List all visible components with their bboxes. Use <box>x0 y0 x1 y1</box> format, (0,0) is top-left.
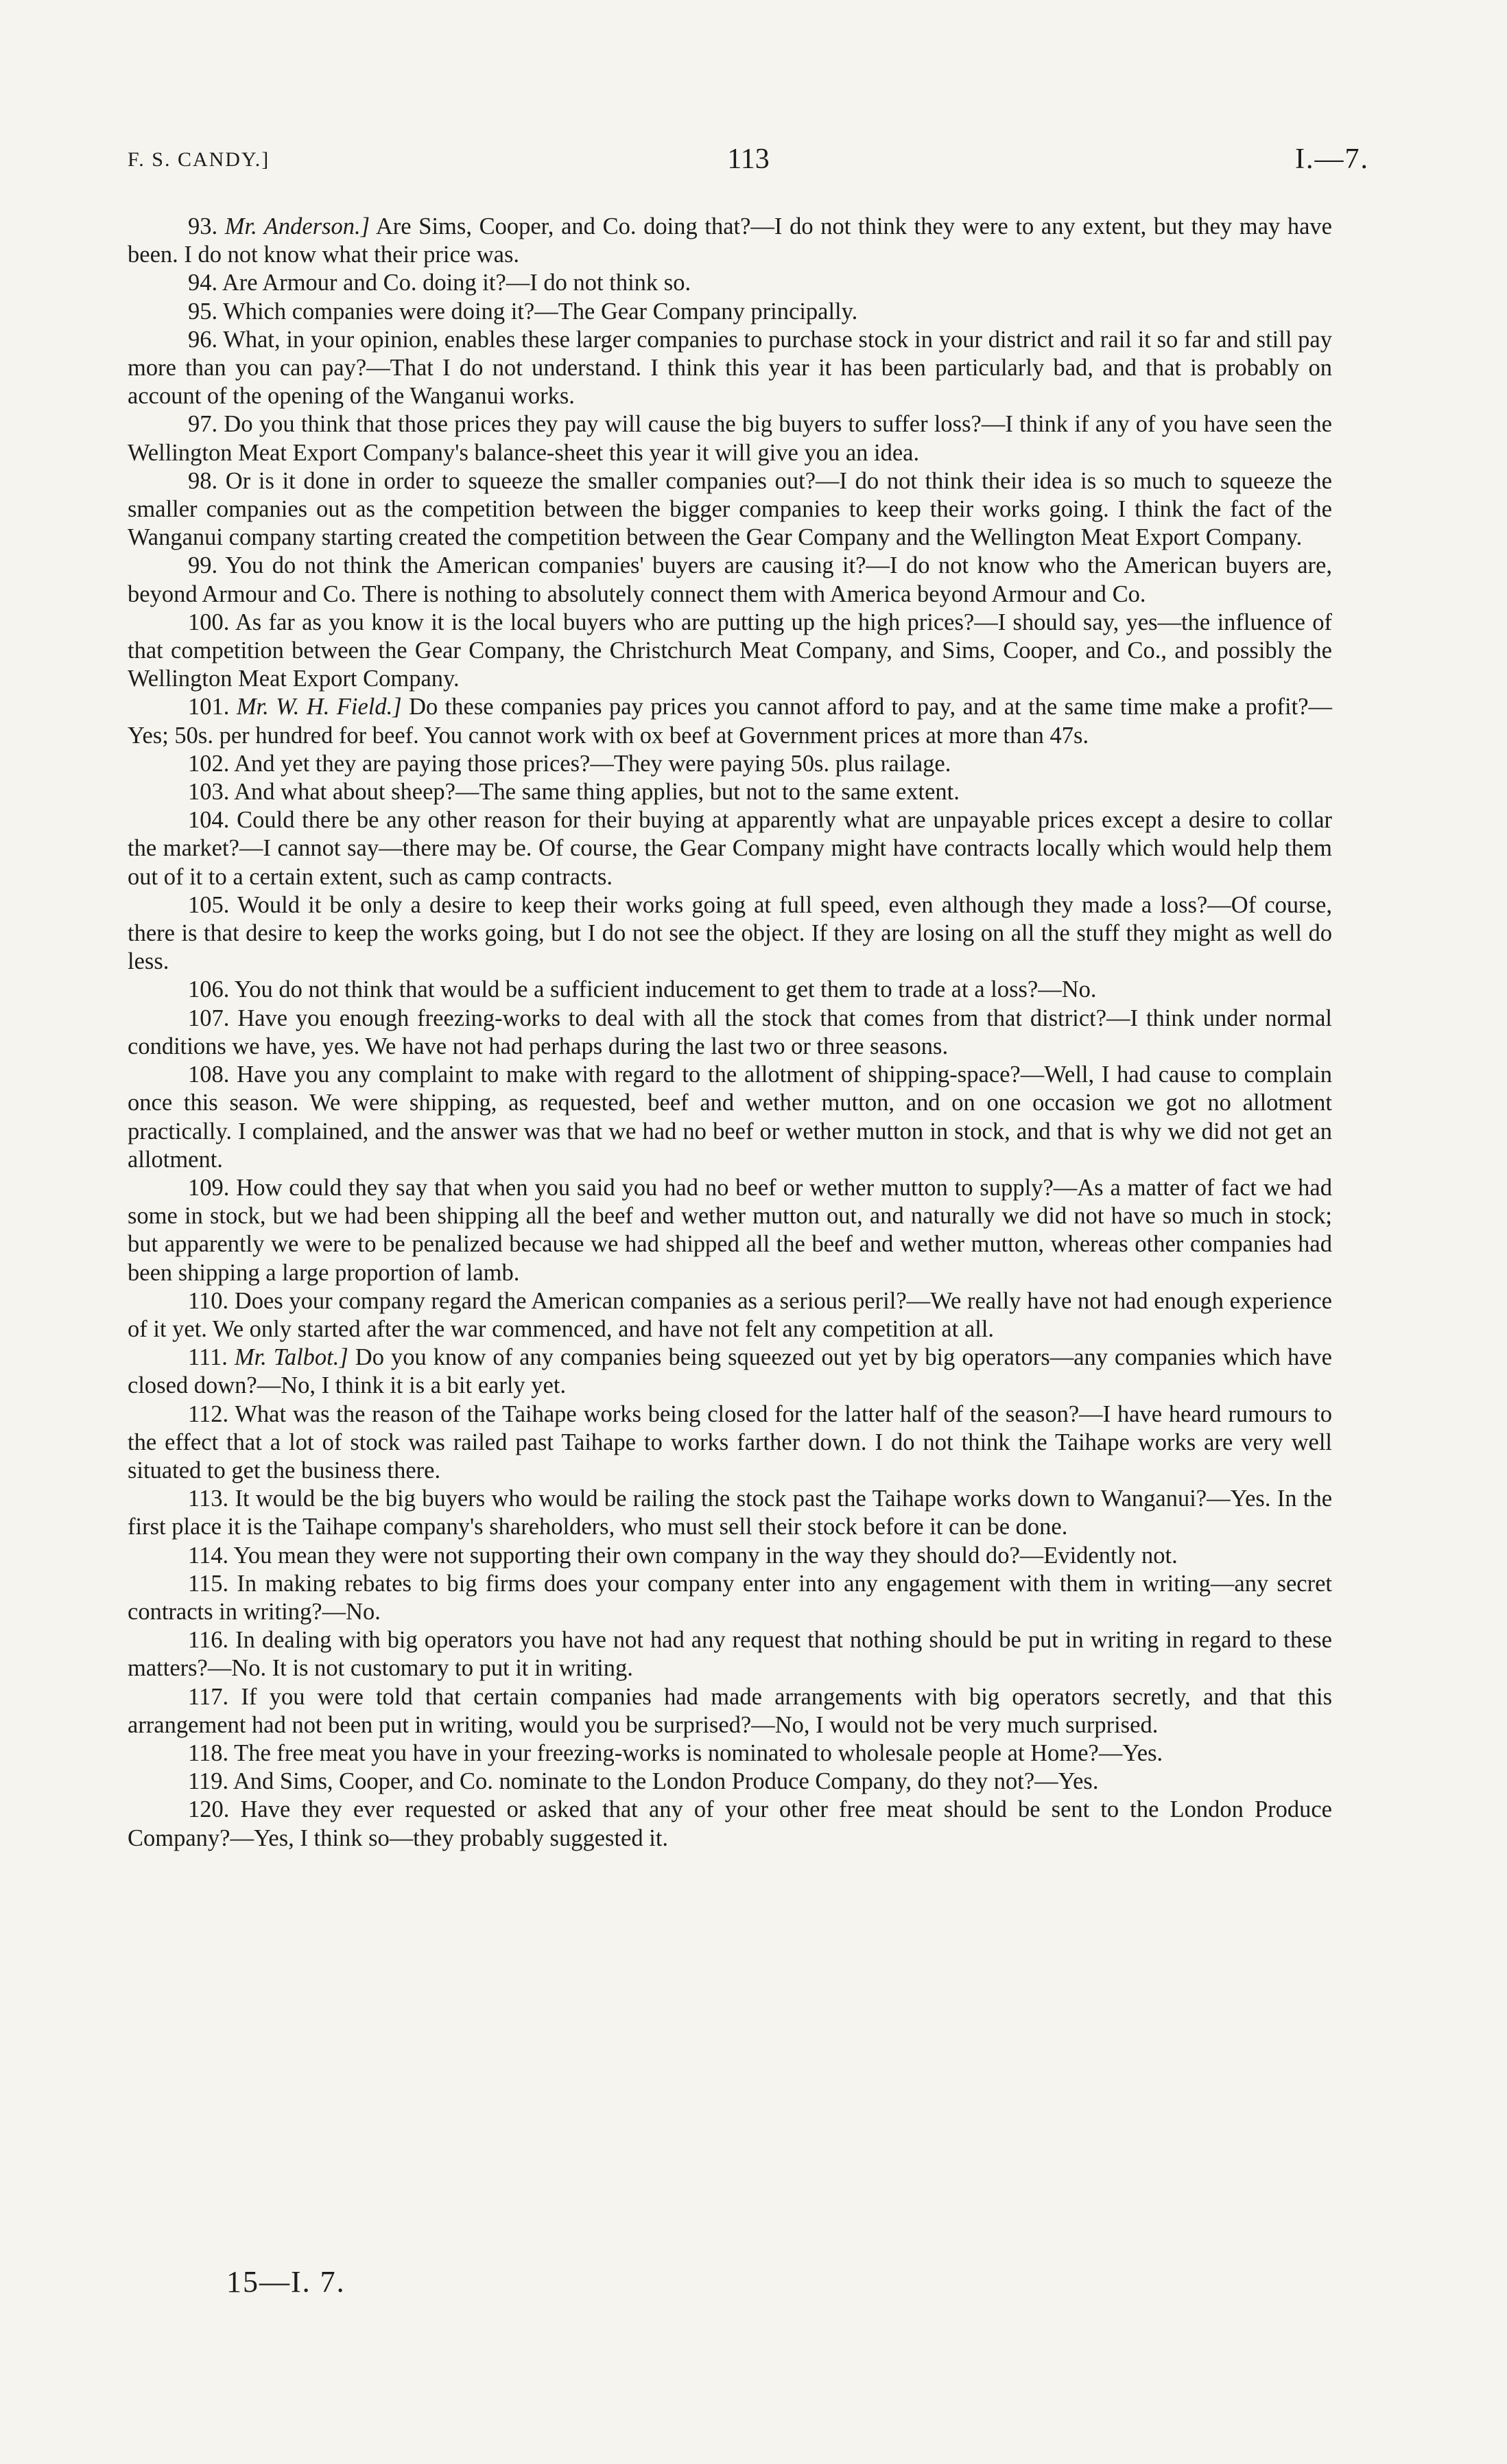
question-answer-text: You do not think the American companies' buyers are causing it?—I do not know who the American buyers are, beyond Armour and Co. There is nothing to absolutely connect them with America beyond Armour and Co. <box>128 552 1332 607</box>
question-answer-text: It would be the big buyers who would be railing the stock past the Taihape works down to Wanganui?—Yes. In the first place it is the Taihape company's shareholders, who must sell their stock before it can be done. <box>128 1486 1333 1540</box>
question-paragraph <box>128 609 1332 694</box>
question-number: 101. <box>188 694 230 720</box>
question-paragraph <box>128 1683 1332 1739</box>
question-number: 106. <box>188 976 230 1003</box>
question-answer-text: Have you any complaint to make with regard to the allotment of shipping-space?—Well, I had cause to complain once this season. We were shipping, as requested, beef and wether mutton, and on one occasion we got no allotment practically. I complained, and the answer was that we had no beef or wether mutton in stock, and that is why we did not get an allotment. <box>128 1061 1332 1173</box>
question-paragraph <box>128 1626 1332 1682</box>
question-paragraph <box>128 1570 1332 1626</box>
question-answer-text: Are Armour and Co. doing it?—I do not think so. <box>222 270 691 296</box>
question-paragraph <box>128 410 1332 467</box>
question-answer-text: Have you enough freezing-works to deal with all the stock that comes from that district?—I think under normal conditions we have, yes. We have not had perhaps during the last two or three seasons. <box>128 1005 1333 1059</box>
question-number: 103. <box>188 779 230 806</box>
question-number: 110. <box>188 1287 229 1314</box>
question-paragraph <box>128 213 1332 269</box>
question-paragraph <box>128 1542 1332 1570</box>
question-answer-text: Do these companies pay prices you cannot afford to pay, and at the same time make a profit?—Yes; 50s. per hundred for beef. You cannot work with ox beef at Government prices at more than 47s. <box>128 694 1333 749</box>
page-header <box>128 143 1369 184</box>
page-number: 113 <box>727 143 770 175</box>
question-paragraph <box>128 1400 1332 1486</box>
question-paragraph <box>128 806 1332 891</box>
question-number: 107. <box>188 1005 230 1031</box>
question-answer-text: Have they ever requested or asked that any of your other free meat should be sent to the London Produce Company?—Yes, I think so—they probably suggested it. <box>128 1796 1332 1851</box>
question-number: 115. <box>188 1570 229 1597</box>
question-answer-text: Do you think that those prices they pay will cause the big buyers to suffer loss?—I think if any of you have seen the Wellington Meat Export Company's balance-sheet this year it will give you an idea. <box>128 411 1332 466</box>
speaker-name: Mr. Anderson.] <box>224 213 370 239</box>
question-answer-text: What, in your opinion, enables these larger companies to purchase stock in your district and rail it so far and still pay more than you can pay?—That I do not understand. I think this year it has been particularly bad, and that is probably on account of the opening of the Wanganui works. <box>128 326 1332 410</box>
question-number: 114. <box>188 1542 229 1569</box>
question-number: 94. <box>188 270 218 296</box>
question-number: 119. <box>188 1768 229 1795</box>
question-number: 98. <box>188 467 218 494</box>
question-paragraph <box>128 1485 1332 1541</box>
question-paragraph <box>128 891 1332 976</box>
question-answer-text: The free meat you have in your freezing-works is nominated to wholesale people at Home?—Yes. <box>234 1739 1163 1766</box>
speaker-name: Mr. Talbot.] <box>234 1344 348 1371</box>
question-paragraph <box>128 1344 1332 1400</box>
question-number: 95. <box>188 298 218 325</box>
question-answer-text: How could they say that when you said you had no beef or wether mutton to supply?—As a matter of fact we had some in stock, but we had been shipping all the beef and wether mutton out, and naturally we did not have so much in stock; but apparently we were to be penalized because we had shipped all the beef and wether mutton, whereas other companies had been shipping a large proportion of lamb. <box>128 1174 1332 1286</box>
question-number: 108. <box>188 1061 230 1088</box>
question-number: 93. <box>188 213 218 239</box>
question-answer-text: In dealing with big operators you have not had any request that nothing should be put in writing in regard to these matters?—No. It is not customary to put it in writing. <box>128 1627 1332 1682</box>
running-head: F. S. CANDY.] <box>128 148 270 171</box>
question-paragraph <box>128 467 1332 552</box>
question-answer-text: You do not think that would be a sufficient inducement to get them to trade at a loss?—No. <box>234 976 1097 1003</box>
question-number: 112. <box>188 1400 229 1427</box>
question-paragraph <box>128 1768 1332 1796</box>
question-paragraph <box>128 693 1332 749</box>
question-paragraph <box>128 976 1332 1004</box>
question-paragraph <box>128 326 1332 411</box>
question-number: 111. <box>188 1344 228 1371</box>
question-answer-text: And Sims, Cooper, and Co. nominate to the London Produce Company, do they not?—Yes. <box>233 1768 1099 1795</box>
question-number: 100. <box>188 609 230 635</box>
question-number: 117. <box>188 1683 229 1710</box>
question-number: 105. <box>188 891 230 918</box>
question-answer-text: And yet they are paying those prices?—They were paying 50s. plus railage. <box>234 750 951 777</box>
question-answer-text: Do you know of any companies being squeezed out yet by big operators—any companies which have closed down?—No, I think it is a bit early yet. <box>128 1344 1332 1399</box>
question-paragraph <box>128 269 1332 297</box>
question-answer-text: And what about sheep?—The same thing applies, but not to the same extent. <box>234 779 960 806</box>
question-paragraph <box>128 1061 1332 1174</box>
question-number: 113. <box>188 1486 229 1512</box>
question-paragraph <box>128 1005 1332 1061</box>
question-number: 118. <box>188 1739 229 1766</box>
question-paragraph <box>128 750 1332 778</box>
question-answer-text: Which companies were doing it?—The Gear Company principally. <box>223 298 858 325</box>
question-number: 109. <box>188 1174 230 1201</box>
question-number: 97. <box>188 411 218 438</box>
question-number: 120. <box>188 1796 230 1823</box>
evidence-text <box>128 213 1332 1853</box>
document-reference: I.—7. <box>1295 143 1369 175</box>
question-answer-text: You mean they were not supporting their own company in the way they should do?—Evidently not. <box>233 1542 1178 1569</box>
question-answer-text: In making rebates to big firms does your company enter into any engagement with them in writing—any secret contracts in writing?—No. <box>128 1570 1332 1625</box>
question-paragraph <box>128 552 1332 608</box>
question-paragraph <box>128 778 1332 806</box>
question-number: 116. <box>188 1627 229 1654</box>
speaker-name: Mr. W. H. Field.] <box>236 694 402 720</box>
question-number: 102. <box>188 750 230 777</box>
question-answer-text: Are Sims, Cooper, and Co. doing that?—I do not think they were to any extent, but they may have been. I do not know what their price was. <box>128 213 1332 268</box>
question-number: 96. <box>188 326 218 353</box>
question-paragraph <box>128 1287 1332 1344</box>
question-paragraph <box>128 1739 1332 1768</box>
question-number: 104. <box>188 807 230 834</box>
question-answer-text: Or is it done in order to squeeze the smaller companies out?—I do not think their idea is so much to squeeze the smaller companies out as the competition between the bigger companies to keep their works going. I think the fact of the Wanganui company starting created the competition between the Gear Company and the Wellington Meat Export Company. <box>128 467 1332 551</box>
question-answer-text: As far as you know it is the local buyers who are putting up the high prices?—I should say, yes—the influence of that competition between the Gear Company, the Christchurch Meat Company, and Sims, Cooper, and Co., and possibly the Wellington Meat Export Company. <box>128 609 1332 692</box>
question-number: 99. <box>188 552 218 579</box>
signature-mark: 15—I. 7. <box>226 2265 346 2299</box>
question-paragraph <box>128 298 1332 326</box>
question-paragraph <box>128 1796 1332 1852</box>
question-answer-text: Could there be any other reason for their buying at apparently what are unpayable prices except a desire to collar the market?—I cannot say—there may be. Of course, the Gear Company might have contracts locally which would help them out of it to a certain extent, such as camp contracts. <box>128 807 1332 890</box>
question-answer-text: Would it be only a desire to keep their works going at full speed, even although they made a loss?—Of course, there is that desire to keep the works going, but I do not see the object. If they are losing on all the stuff they might as well do less. <box>128 891 1332 975</box>
question-paragraph <box>128 1174 1332 1287</box>
question-answer-text: What was the reason of the Taihape works being closed for the latter half of the season?—I have heard rumours to the effect that a lot of stock was railed past Taihape to works farther down. I do not think the Taihape works are very well situated to get the business there. <box>128 1400 1332 1483</box>
question-answer-text: If you were told that certain companies had made arrangements with big operators secretly, and that this arrangement had not been put in writing, would you be surprised?—No, I would not be very much surprised. <box>128 1683 1333 1738</box>
question-answer-text: Does your company regard the American companies as a serious peril?—We really have not had enough experience of it yet. We only started after the war commenced, and have not felt any competition at all. <box>128 1287 1332 1342</box>
